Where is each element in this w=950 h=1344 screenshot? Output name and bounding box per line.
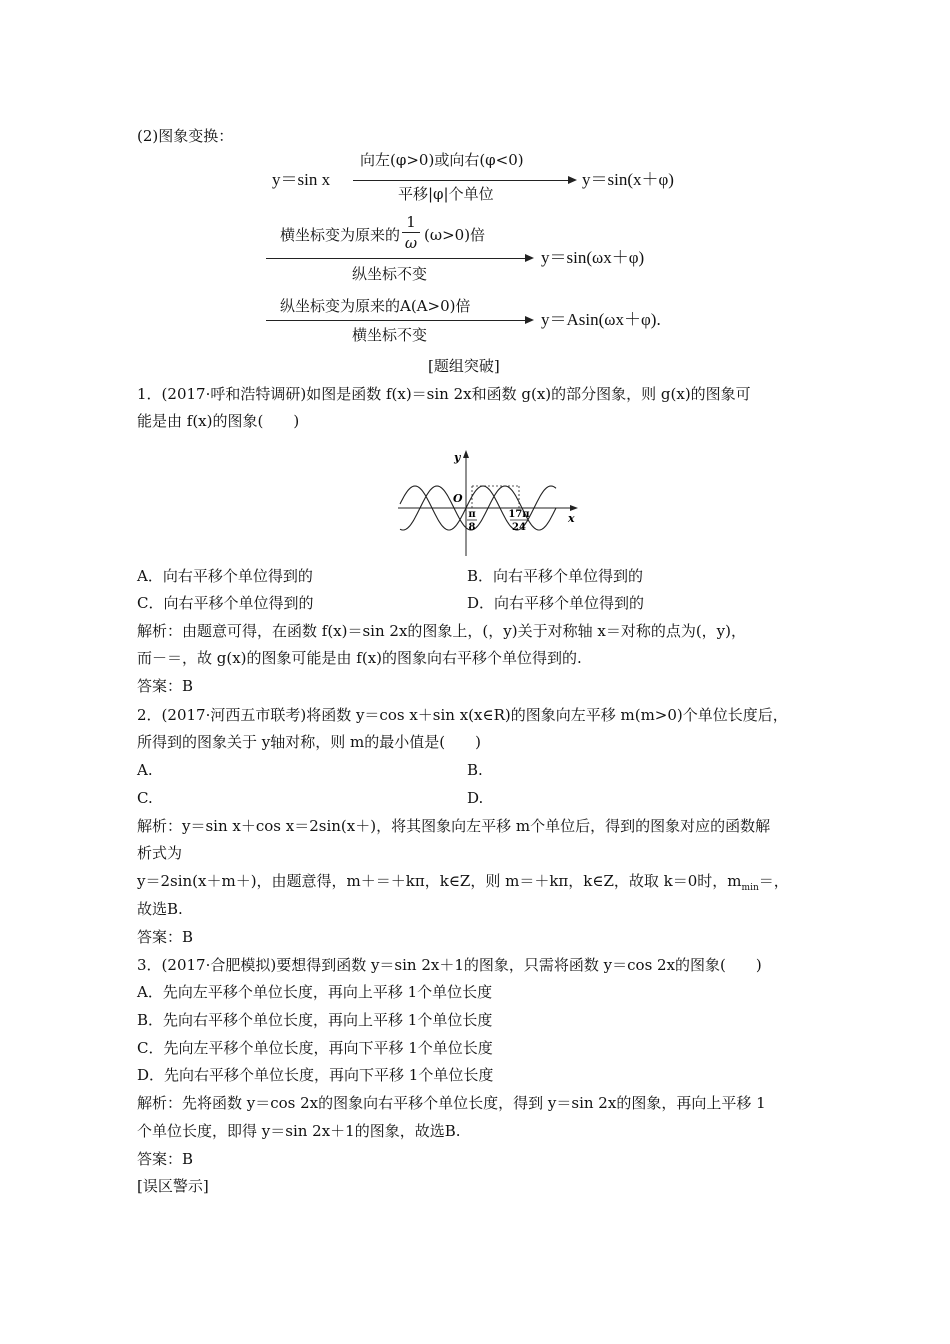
q1-option-c: C．向右平移个单位得到的 [137,594,314,612]
q1-line2: 能是由 f(x)的图象( ) [137,412,300,430]
q2-solution-line2: 析式为 [137,844,183,862]
step3-arrowhead [525,316,534,324]
q3-solution-line1: 解析：先将函数 y＝cos 2x的图象向右平移个单位长度，得到 y＝sin 2x的图象，再向上平移 1 [137,1094,766,1112]
q2-option-d: D. [467,789,484,807]
tick1-den: 8 [468,522,476,533]
section-heading: (2)图象变换： [137,127,234,145]
q1-graph [396,446,582,558]
q2-solution-line3-pre: y＝2sin(x＋m＋)，由题意得，m＋＝＋kπ，k∈Z，则 m＝＋kπ，k∈Z，故取 k＝0时，m [137,872,742,890]
origin-label: O [453,492,463,505]
y-axis-arrow [463,450,469,458]
q1-solution-line2: 而－＝，故 g(x)的图象可能是由 f(x)的图象向右平移个单位得到的. [137,649,582,667]
q2-line2: 所得到的图象关于 y轴对称，则 m的最小值是( ) [137,733,481,751]
q3-option-d: D．先向右平移个单位长度，再向下平移 1个单位长度 [137,1066,494,1084]
tick2-num: 17π [508,509,530,520]
q2-solution-line3 [137,871,789,898]
tick1-num: π [468,509,476,520]
step2-right: y＝sin(ωx＋φ) [541,248,645,267]
q2-option-b: B. [467,761,483,779]
step1-arrow [353,180,569,181]
q3-answer: 答案：B [137,1150,194,1168]
group-heading: [题组突破] [428,357,500,375]
q1-option-b: B．向右平移个单位得到的 [467,567,644,585]
q1-option-a: A．向右平移个单位得到的 [137,567,313,585]
step3-top-label: 纵坐标变为原来的A(A>0)倍 [280,297,471,315]
step1-arrowhead [568,176,577,184]
step1-bottom-label: 平移|φ|个单位 [398,185,494,203]
x-label: x [568,512,575,525]
step2-top-prefix: 横坐标变为原来的 [280,226,401,244]
q2-option-a: A. [137,761,153,779]
step1-top-label: 向左(φ>0)或向右(φ<0) [360,151,524,169]
q1-option-d: D．向右平移个单位得到的 [467,594,645,612]
q2-solution-line3-post: ＝， [758,872,789,890]
x-axis-arrow [570,505,578,511]
misc-heading: [误区警示] [137,1177,209,1195]
step3-right: y＝Asin(ωx＋φ). [541,310,661,329]
q3-option-a: A．先向左平移个单位长度，再向上平移 1个单位长度 [137,983,493,1001]
q1-answer: 答案：B [137,677,194,695]
step2-fraction [402,213,420,252]
step2-arrow [266,258,526,259]
q1-solution-line1: 解析：由题意可得，在函数 f(x)＝sin 2x的图象上，(，y)关于对称轴 x＝对称的点为(，y)， [137,622,746,640]
q3-line1: 3．(2017·合肥模拟)要想得到函数 y＝sin 2x＋1的图象，只需将函数 y＝cos 2x的图象( ) [137,956,762,974]
step2-top-suffix: (ω>0)倍 [424,226,486,244]
q2-option-c: C. [137,789,153,807]
q3-option-c: C．先向左平移个单位长度，再向下平移 1个单位长度 [137,1039,493,1057]
step3-arrow [266,320,526,321]
step1-left: y＝sin x [272,170,331,189]
q2-solution-line4: 故选B. [137,900,183,918]
step1-right: y＝sin(x＋φ) [582,170,674,189]
q1-line1: 1．(2017·呼和浩特调研)如图是函数 f(x)＝sin 2x和函数 g(x)的部分图象，则 g(x)的图象可 [137,385,751,403]
q2-line1: 2．(2017·河西五市联考)将函数 y＝cos x＋sin x(x∈R)的图象向左平移 m(m>0)个单位长度后， [137,706,788,724]
q2-solution-line1: 解析：y＝sin x＋cos x＝2sin(x＋)，将其图象向左平移 m个单位后，得到的图象对应的函数解 [137,817,771,835]
tick2-den: 24 [512,522,526,533]
q2-solution-line3-sub: min [741,883,759,893]
step2-bottom-label: 纵坐标不变 [352,265,428,283]
step2-arrowhead [525,254,534,262]
step2-frac-num: 1 [406,213,416,231]
q2-answer: 答案：B [137,928,194,946]
y-label: y [454,451,461,464]
step3-bottom-label: 横坐标不变 [352,326,428,344]
step2-frac-den: ω [404,234,418,252]
q3-solution-line2: 个单位长度，即得 y＝sin 2x＋1的图象，故选B. [137,1122,461,1140]
q3-option-b: B．先向右平移个单位长度，再向上平移 1个单位长度 [137,1011,493,1029]
